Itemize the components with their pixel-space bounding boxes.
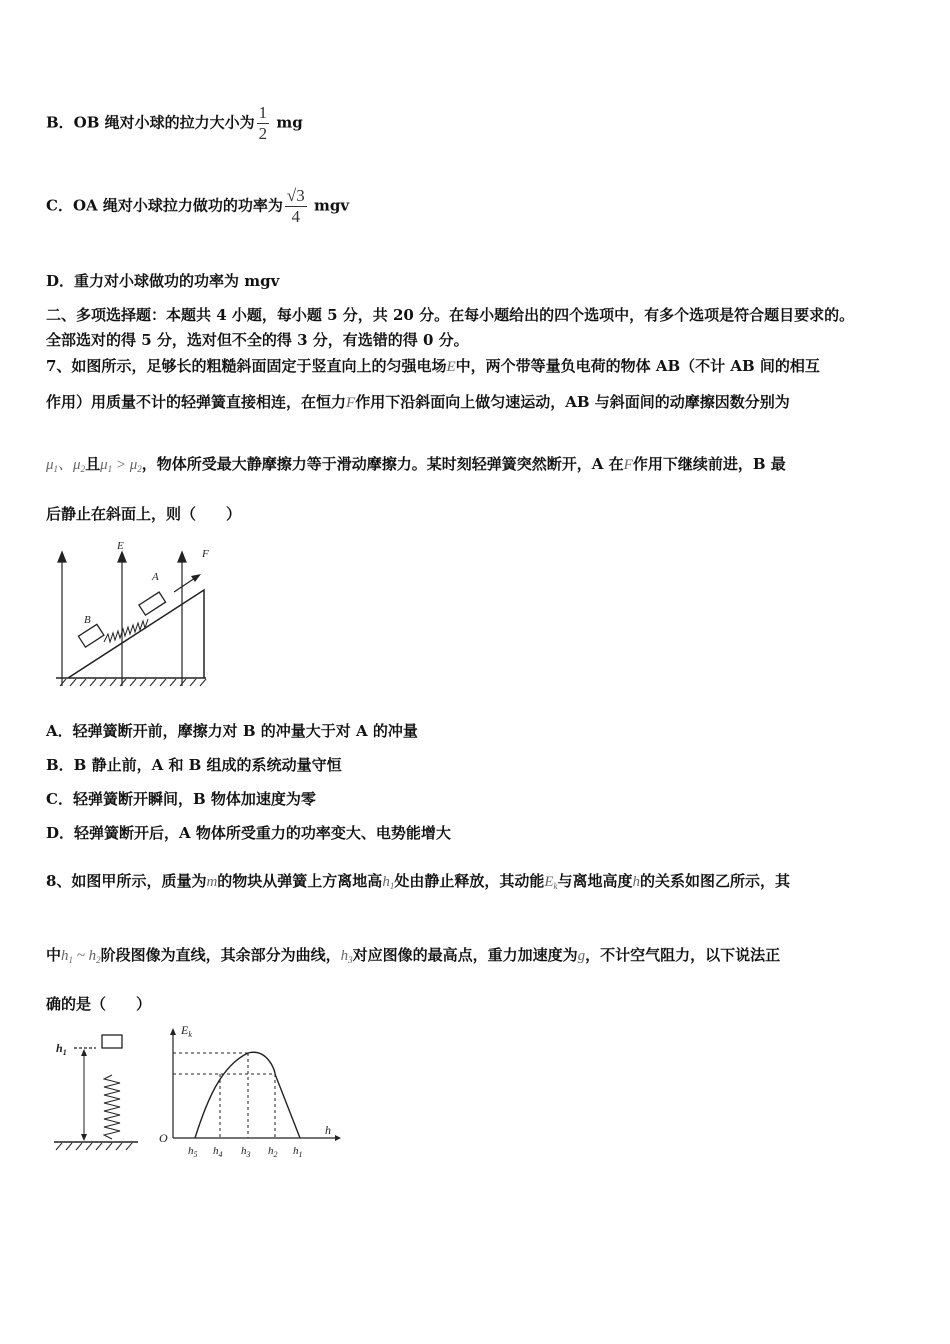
guide-lines	[173, 1053, 275, 1138]
label-B: B	[84, 614, 91, 626]
tick-h3: $h_3$	[241, 1145, 251, 1159]
vertical-spring	[104, 1075, 120, 1139]
tick-h1: $h_1$	[293, 1145, 303, 1159]
block-A	[139, 592, 166, 615]
h-ticks	[188, 1145, 303, 1159]
option-c-text: C．OA 绳对小球拉力做功的功率为	[46, 196, 283, 215]
q8-line3: 确的是（ ）	[46, 995, 152, 1013]
q7-option-a: A．轻弹簧断开前，摩擦力对 B 的冲量大于对 A 的冲量	[46, 722, 418, 740]
section2-line2: 全部选对的得 5 分，选对但不全的得 3 分，有选错的得 0 分。	[46, 331, 469, 349]
q8-ek-h-graph	[155, 1020, 345, 1165]
fraction-sqrt3-over-4: $\frac{√3}{4}$	[286, 186, 305, 226]
option-b-text: B．OB 绳对小球的拉力大小为	[46, 113, 255, 132]
field-arrow-1	[58, 552, 66, 562]
fraction-one-half: $\frac{1}{2}$	[258, 103, 268, 143]
option-d: D．重力对小球做功的功率为 mgv	[46, 272, 280, 290]
q8-spring-figure	[50, 1030, 145, 1158]
option-b: B．OB 绳对小球的拉力大小为 $\frac{1}{2}$ mg	[46, 103, 303, 143]
q7-line2: 作用）用质量不计的轻弹簧直接相连，在恒力F作用下沿斜面向上做匀速运动，AB 与斜面间的动摩擦因数分别为	[46, 393, 790, 411]
label-h-axis: h	[325, 1123, 331, 1137]
block-B	[78, 624, 104, 647]
tick-h2: $h_2$	[268, 1145, 278, 1159]
q8-line2: 中$h_1$ ~ $h_2$阶段图像为直线，其余部分为曲线，$h_3$对应图像的最高点，重力加速度为g，不计空气阻力，以下说法正	[46, 946, 781, 965]
q7-incline-figure	[46, 538, 221, 693]
falling-block	[102, 1035, 122, 1048]
ground-hatch	[60, 679, 206, 686]
label-h1: $h_1$	[56, 1041, 67, 1057]
label-A: A	[152, 571, 159, 583]
label-Ek: $E_k$	[181, 1023, 192, 1039]
label-origin: O	[159, 1131, 168, 1145]
label-F: F	[202, 548, 209, 560]
q7-line4: 后静止在斜面上，则（ ）	[46, 505, 242, 523]
section2-line1: 二、多项选择题：本题共 4 小题，每小题 5 分，共 20 分。在每小题给出的四个选项中，有多个选项是符合题目要求的。	[46, 306, 855, 324]
field-arrow-2	[118, 552, 126, 562]
tick-h4: $h_4$	[213, 1145, 223, 1159]
q7-line3: $\mu_1$、$\mu_2$且$\mu_1 > \mu_2$，物体所受最大静摩擦力等于滑动摩擦力。某时刻轻弹簧突然断开，A 在F作用下继续前进，B 最	[46, 455, 786, 474]
q7-option-d: D．轻弹簧断开后，A 物体所受重力的功率变大、电势能增大	[46, 824, 451, 842]
q7-option-c: C．轻弹簧断开瞬间，B 物体加速度为零	[46, 790, 316, 808]
force-F-head	[191, 574, 201, 582]
option-c: C．OA 绳对小球拉力做功的功率为 $\frac{√3}{4}$ mgv	[46, 186, 350, 226]
q8-line1: 8、如图甲所示，质量为m的物块从弹簧上方离地高$h_1$处由静止释放，其动能$E_k$与离地高度h的关系如图乙所示，其	[46, 872, 791, 891]
tick-h5: $h_5$	[188, 1145, 198, 1159]
label-E: E	[117, 540, 124, 552]
q7-option-b: B．B 静止前，A 和 B 组成的系统动量守恒	[46, 756, 342, 774]
q7-line1: 7、如图所示，足够长的粗糙斜面固定于竖直向上的匀强电场E中，两个带等量负电荷的物体 AB（不计 AB 间的相互	[46, 357, 820, 375]
field-arrow-3	[178, 552, 186, 562]
